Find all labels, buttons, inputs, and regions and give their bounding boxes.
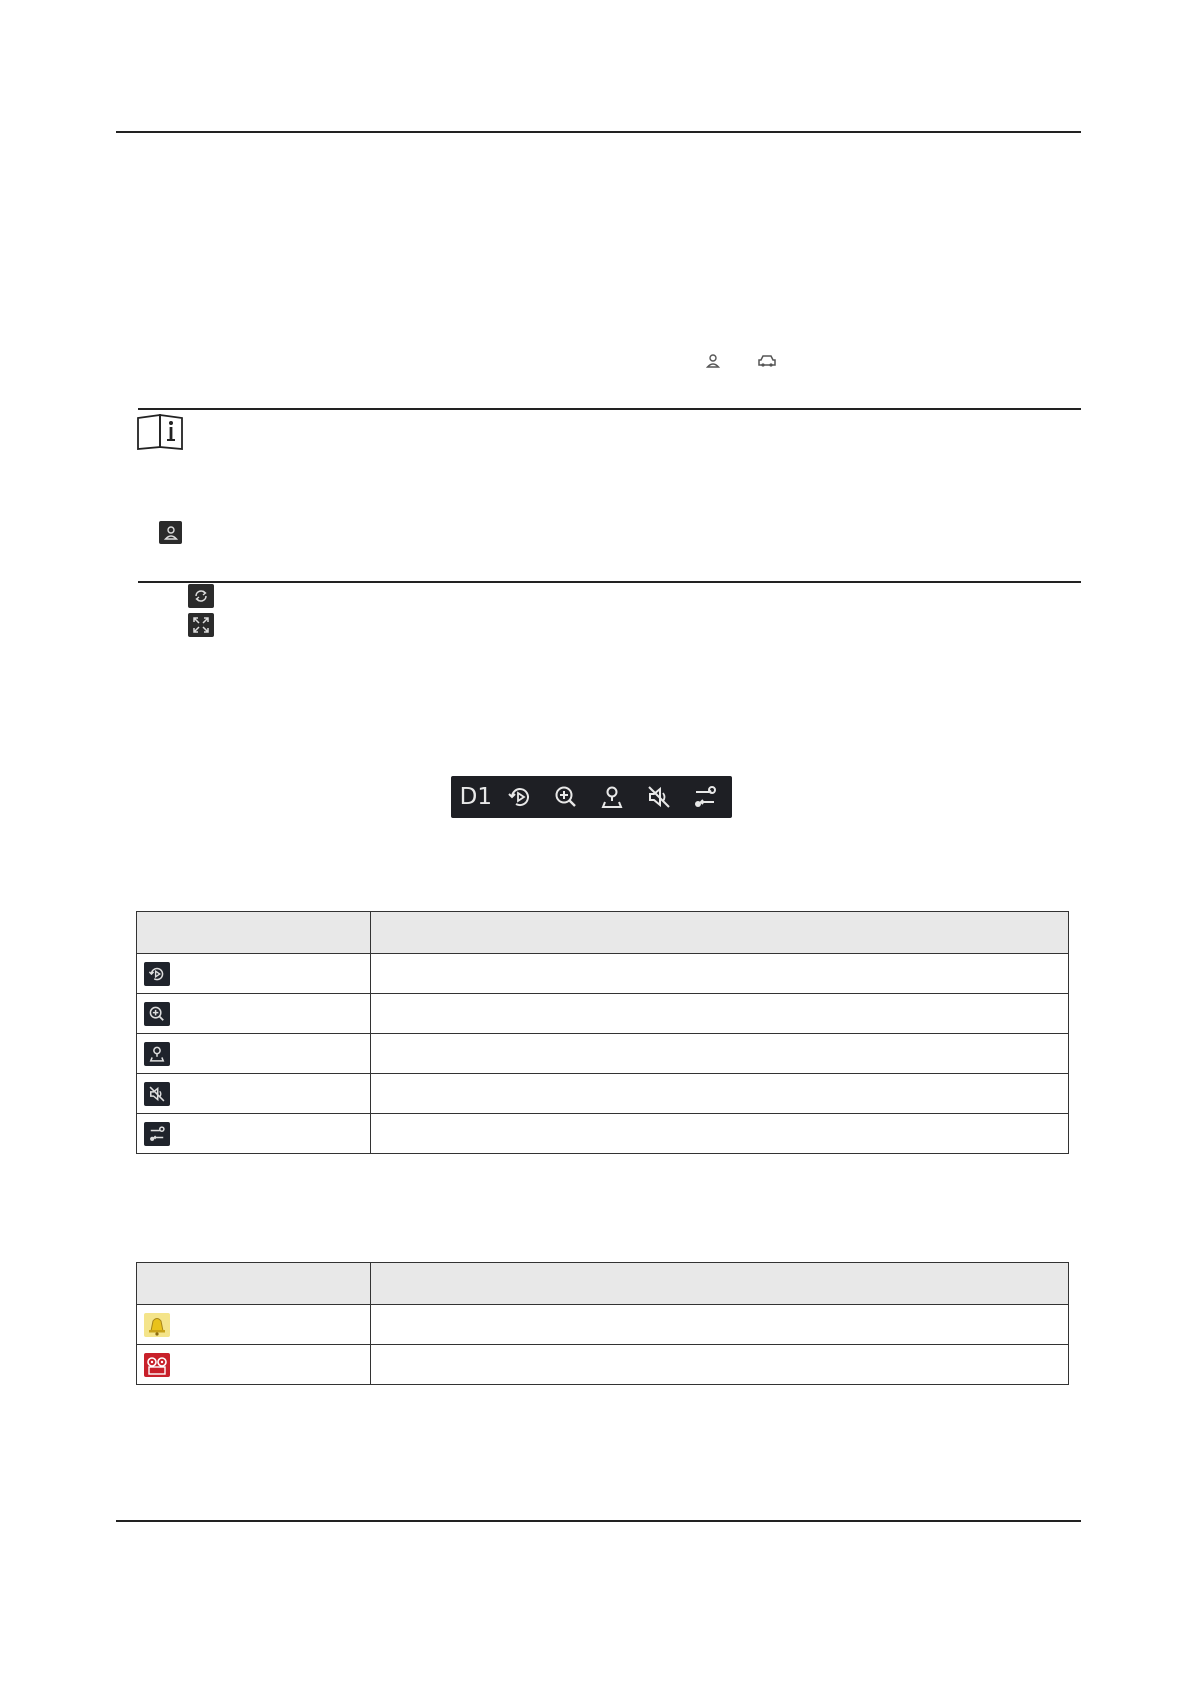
toolbar-buttons-table bbox=[136, 911, 1069, 1154]
table-cell-icon bbox=[137, 954, 371, 994]
table-row bbox=[137, 1305, 1069, 1345]
table-header-cell bbox=[371, 1263, 1069, 1305]
table-cell-icon bbox=[137, 1345, 371, 1385]
table-cell-icon bbox=[137, 1305, 371, 1345]
switch-icon bbox=[144, 1122, 170, 1146]
table-header-cell bbox=[137, 912, 371, 954]
table-cell-desc bbox=[371, 1305, 1069, 1345]
table-row bbox=[137, 954, 1069, 994]
table-cell-icon bbox=[137, 1114, 371, 1154]
header-rule bbox=[116, 131, 1081, 133]
table-cell-desc bbox=[371, 1034, 1069, 1074]
digital-zoom-icon bbox=[144, 1002, 170, 1026]
person-icon bbox=[159, 521, 182, 544]
table-cell-icon bbox=[137, 994, 371, 1034]
person-icon bbox=[705, 353, 721, 374]
channel-label: D1 bbox=[459, 784, 492, 810]
table-cell-icon bbox=[137, 1074, 371, 1114]
status-icons-table bbox=[136, 1262, 1069, 1385]
table-row bbox=[137, 1034, 1069, 1074]
note-bottom-rule bbox=[138, 581, 1081, 583]
audio-mute-icon bbox=[144, 1082, 170, 1106]
table-cell-desc bbox=[371, 1074, 1069, 1114]
table-cell-icon bbox=[137, 1034, 371, 1074]
note-info-icon bbox=[136, 414, 186, 456]
footer-rule bbox=[116, 1520, 1081, 1522]
table-cell-desc bbox=[371, 994, 1069, 1034]
table-row bbox=[137, 1114, 1069, 1154]
target-detection-icon bbox=[144, 1042, 170, 1066]
table-cell-desc bbox=[371, 1345, 1069, 1385]
alarm-bell-icon bbox=[144, 1313, 170, 1337]
digital-zoom-icon[interactable] bbox=[543, 776, 589, 818]
table-row bbox=[137, 994, 1069, 1034]
note-top-rule bbox=[138, 408, 1081, 410]
refresh-icon bbox=[188, 584, 214, 608]
fullscreen-icon bbox=[188, 613, 214, 637]
vehicle-icon bbox=[757, 353, 777, 374]
table-cell-desc bbox=[371, 1114, 1069, 1154]
table-row bbox=[137, 1345, 1069, 1385]
table-cell-desc bbox=[371, 954, 1069, 994]
video-exception-icon bbox=[144, 1353, 170, 1377]
audio-mute-icon[interactable] bbox=[635, 776, 681, 818]
table-header-row bbox=[137, 912, 1069, 954]
table-header-cell bbox=[137, 1263, 371, 1305]
target-detection-icon[interactable] bbox=[589, 776, 635, 818]
table-row bbox=[137, 1074, 1069, 1114]
switch-icon[interactable] bbox=[682, 776, 728, 818]
table-header-row bbox=[137, 1263, 1069, 1305]
table-header-cell bbox=[371, 912, 1069, 954]
live-view-toolbar bbox=[451, 776, 732, 818]
instant-playback-icon[interactable] bbox=[497, 776, 543, 818]
instant-playback-icon bbox=[144, 962, 170, 986]
